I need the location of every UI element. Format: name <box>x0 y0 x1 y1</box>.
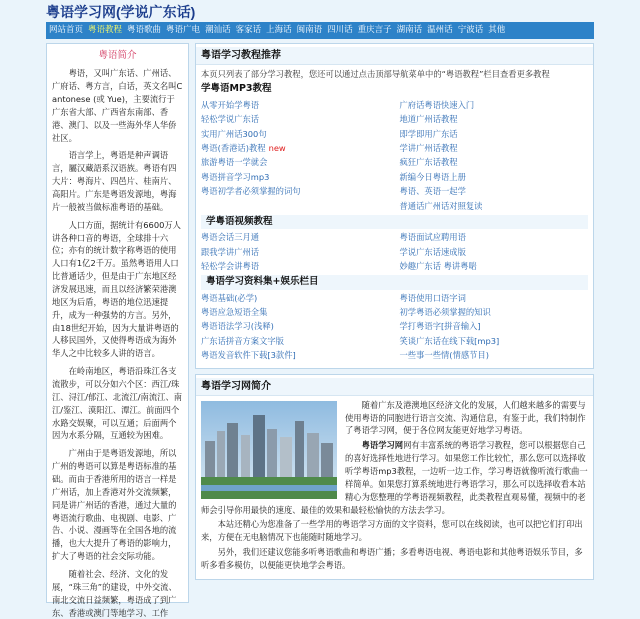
tutorial-link[interactable]: 粤语使用口语字词 <box>399 292 466 303</box>
tutorial-link[interactable]: 粤语(香港话)教程 new <box>201 142 286 153</box>
mp3-section-title: 学粤语MP3教程 <box>201 83 272 95</box>
tutorial-link[interactable]: 一些事一些情(情感节目) <box>399 350 489 361</box>
nav-item[interactable]: 闽南语 <box>296 25 323 36</box>
video-link-list <box>201 230 588 273</box>
tutorial-link[interactable]: 疯狂广东话教程 <box>399 157 458 168</box>
nav-item[interactable]: 粤语广电 <box>166 25 201 36</box>
video-section-title: 学粤语视频教程 <box>201 215 588 229</box>
recommend-title: 粤语学习教程推荐 <box>196 47 593 65</box>
intro-sidebar <box>46 43 189 618</box>
intro-paragraph: 随着社会、经济、文化的发展，“珠三角”的建设，中外交流、南北交流日益频繁，粤语成了到广东、香港或澳门等地学习、工作 <box>52 569 177 618</box>
nav-item[interactable]: 温州话 <box>427 25 453 36</box>
tutorial-link[interactable]: 实用广州话300句 <box>201 128 267 139</box>
nav-item[interactable]: 湖南话 <box>396 25 423 36</box>
nav-item[interactable]: 宁波话 <box>457 25 484 36</box>
tutorial-link[interactable]: 粤语初学者必须掌握的词句 <box>201 186 301 197</box>
tutorial-link[interactable]: 粤语应急短语全集 <box>201 307 268 318</box>
intro-paragraph: 语言学上，粤语是种声调语言，屬汉藏語系汉语族。粤语有四大片：粤海片、四邑片、桂南片、高阳片。广东是粤语发源地，粤海片一般被当做标准粤语的基础。 <box>52 150 177 212</box>
sidebar-title: 粤语简介 <box>98 50 137 61</box>
about-paragraph: 本站还精心为您准备了一些学用的粤语学习方面的文字资料，您可以在线阅读，也可以把它们打印出来，方便在无电脑情况下也能随时随地学习。 <box>201 519 583 543</box>
site-header <box>0 0 640 22</box>
mp3-link-list <box>201 98 588 213</box>
nav-item[interactable]: 上海话 <box>266 25 292 36</box>
tutorial-link[interactable]: 即学即用广东话 <box>399 128 458 139</box>
main-nav <box>46 22 594 39</box>
tutorial-link[interactable]: 跟我学讲广州话 <box>201 246 260 257</box>
tutorial-link[interactable]: 笑谈广东话在线下载[mp3] <box>399 335 500 346</box>
about-panel <box>195 374 594 580</box>
tutorial-link[interactable]: 旅游粤语一学就会 <box>201 157 268 168</box>
site-name-highlight: 粤语学习网 <box>361 440 404 451</box>
tutorial-link[interactable]: 学讲广州话教程 <box>399 142 458 153</box>
tutorial-link[interactable]: 妙趣广东话 粤讲粤啱 <box>399 261 477 271</box>
nav-item[interactable]: 潮汕话 <box>205 25 231 36</box>
resource-link-list <box>201 291 588 363</box>
about-paragraph: 另外，我们还建议您能多听粤语歌曲和粤语广播；多看粤语电视、粤语电影和其他粤语娱乐节目，多听多看多模仿，以便能更快地学会粤语。 <box>201 547 583 570</box>
about-paragraph: 粤语学习网网有丰富系统的粤语学习教程，您可以根据您自己的喜好选择性地进行学习。如果您工作比较忙，那么您可以选择收听学粤语mp3教程，一边听一边工作，学习粤语就像听流行歌曲一样简单。如果您打算系统地进行粤语学习，那么可以选择收看本站精心为您整理的学粤语视频教程，此类教程直观易懂，视频中的老师会引导你用最快的速度、最佳的效果和最轻松愉快的方法去学习。 <box>201 440 588 515</box>
tutorial-link[interactable]: 粤语拼音学习mp3 <box>201 171 270 182</box>
tutorial-link[interactable]: 地道广州话教程 <box>399 114 458 125</box>
nav-item[interactable]: 其他 <box>488 25 506 36</box>
tutorial-link[interactable]: 普通话广州话对照复读 <box>399 200 483 211</box>
intro-paragraph: 粤语，又叫广东话、广州话、广府话、粤方言，白话，英文名叫Cantonese (或 Yue)，主要流行于广东省大部、广西省东南部、香港、澳门、以及一些海外华人华侨社区。 <box>52 68 183 143</box>
tutorial-link[interactable]: 学说广东话速成版 <box>399 246 466 257</box>
tutorial-link[interactable]: 粤语基础(必学) <box>201 292 258 303</box>
tutorial-link[interactable]: 粤语发音软件下载[3款件] <box>201 350 296 361</box>
intro-paragraph: 广州由于是粤语发源地，所以广州的粤语可以算是粤语标准的基础。而由于香港所用的语言一样是广州话，加上香港对外交流频繁，同是讲广州话的香港，通过大量的粤语流行歌曲、电视剧、电影、广告、小说、漫画等在全国各地的流播，也大大提升了粤语的影响力，扩大了粤语的社会交际功能。 <box>52 448 177 562</box>
recommend-panel <box>195 43 594 369</box>
intro-paragraph: 人口方面，据统计有6600万人讲各种口音的粤语，全球排十六位；亦有的统计数字称粤语的使用人口有1亿2千万。虽然粤语用人口比普通话少，但是由于广东地区经济发展迅速，而且以经济繁荣港澳地区为后盾，粤语的地位迅速提升，成为一种强势的方言。另外，由18世纪开始，因为大量讲粤语的人移民国外，又使得粤语成为海外华人之中比较多人讲的语言。 <box>52 219 181 359</box>
recommend-intro: 本页只列表了部分学习教程，您还可以通过点击顶部导航菜单中的“粤语教程”栏目查看更多教程 <box>201 69 550 79</box>
nav-item[interactable]: 网站首页 <box>49 25 84 36</box>
tutorial-link[interactable]: 轻松学会讲粤语 <box>201 261 260 271</box>
tutorial-link[interactable]: 从零开始学粤语 <box>201 99 260 110</box>
tutorial-link[interactable]: 广东话拼音方案文字版 <box>201 335 284 346</box>
nav-item[interactable]: 重庆言子 <box>357 25 392 36</box>
tutorial-link[interactable]: 粤语语法学习(浅释) <box>201 321 274 332</box>
nav-item[interactable]: 客家话 <box>235 25 262 36</box>
nav-item[interactable]: 四川话 <box>327 25 353 36</box>
site-logo[interactable]: 粤语学习网(学说广东话) <box>46 4 196 20</box>
tutorial-link[interactable]: 初学粤语必须掌握的知识 <box>399 307 491 318</box>
tutorial-link[interactable]: 粤语会话三月通 <box>201 232 260 243</box>
tutorial-link[interactable]: 粤语面试应聘用语 <box>399 232 466 243</box>
new-badge: new <box>268 142 286 153</box>
tutorial-link[interactable]: 学打粤语字[拼音输入] <box>399 321 481 332</box>
nav-item[interactable]: 粤语教程 <box>88 25 123 36</box>
city-skyline-image <box>201 401 337 499</box>
tutorial-link[interactable]: 新编今日粤语上册 <box>399 171 466 182</box>
tutorial-link <box>201 199 390 213</box>
resource-section-title: 粤语学习资料集+娱乐栏目 <box>201 275 588 289</box>
tutorial-link[interactable]: 轻松学说广东话 <box>201 114 260 125</box>
tutorial-link[interactable]: 广府话粤语快速入门 <box>399 99 475 110</box>
about-paragraph: 随着广东及港澳地区经济文化的发展，人们越来越多的需要与使用粤语的同胞进行语言交流、沟通信息，有鉴于此，我们特制作了粤语学习网，便于各位网友能更好地学习粤语。 <box>345 399 586 436</box>
tutorial-link[interactable]: 粤语、英语一起学 <box>399 186 466 197</box>
nav-item[interactable]: 粤语歌曲 <box>127 25 162 36</box>
about-title: 粤语学习网简介 <box>196 378 593 396</box>
intro-paragraph: 在岭南地区，粤语沿珠江各支流散步，可以分如六个区：西江/珠江、浔江/郁江、北流江/南流江、南江/鉴江、漠阳江、潭江。前面四个水路交娱聚，可以互通；后面两个因为水系分隔，互通较为困难。 <box>52 366 183 441</box>
